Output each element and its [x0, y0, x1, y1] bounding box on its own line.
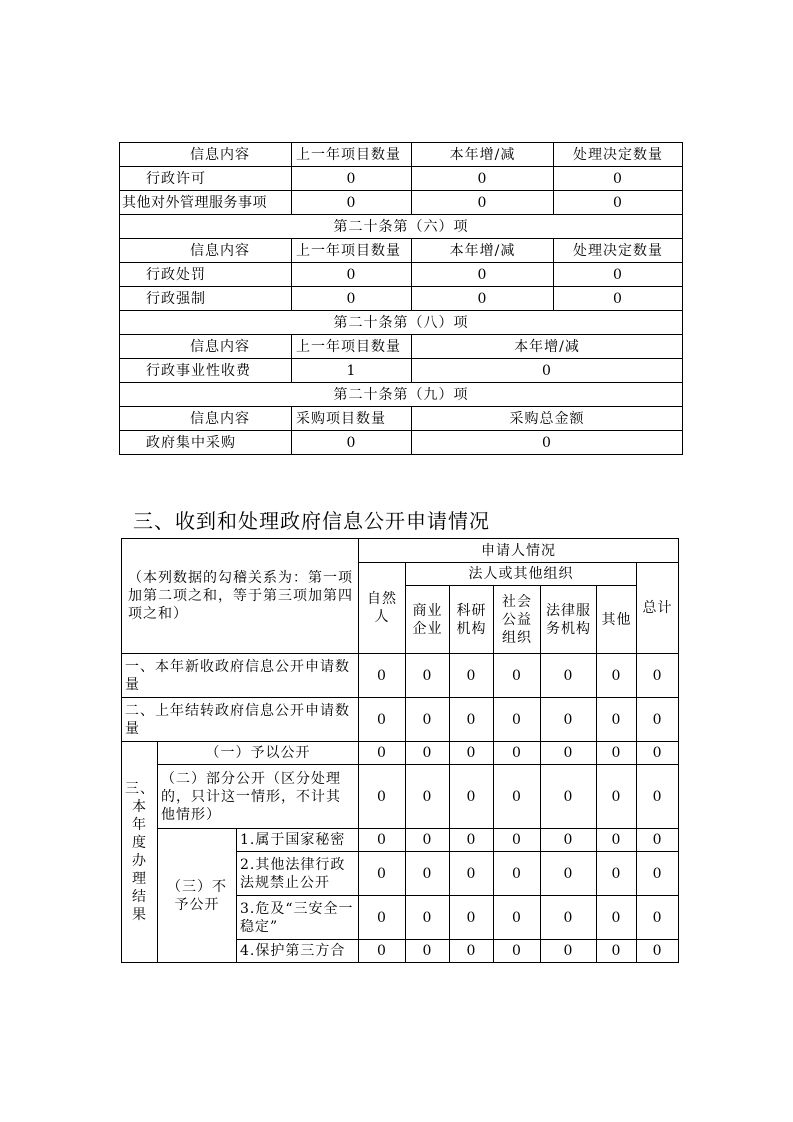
- cell-value: 0: [292, 431, 412, 455]
- cell-value: 0: [541, 852, 597, 896]
- cell-value: 0: [541, 765, 597, 829]
- cell-value: 0: [412, 167, 554, 191]
- cell-value: 0: [359, 698, 406, 742]
- header-cell: 信息内容: [120, 143, 292, 167]
- cell-value: 0: [597, 742, 637, 765]
- row-label: 4.保护第三方合: [237, 940, 359, 963]
- cell-value: 0: [541, 829, 597, 852]
- cell-value: 0: [450, 654, 494, 698]
- cell-value: 0: [554, 287, 683, 311]
- cell-value: 0: [597, 654, 637, 698]
- header-cell: 信息内容: [120, 407, 292, 431]
- cell-value: 0: [450, 852, 494, 896]
- header-cell: 上一年项目数量: [292, 335, 412, 359]
- cell-value: 0: [359, 829, 406, 852]
- table-row: [120, 287, 683, 311]
- cell-value: 0: [494, 742, 541, 765]
- cell-value: 0: [637, 698, 679, 742]
- cell-value: 0: [412, 263, 554, 287]
- row-label: 2.其他法律行政法规禁止公开: [237, 852, 359, 896]
- row-label: 其他对外管理服务事项: [120, 191, 292, 215]
- table-header-row: [120, 239, 683, 263]
- header-cell: 本年增/减: [412, 239, 554, 263]
- cell-value: 0: [450, 829, 494, 852]
- cell-value: 0: [359, 940, 406, 963]
- cell-value: 0: [494, 654, 541, 698]
- row-label: 行政强制: [120, 287, 292, 311]
- row-label: 政府集中采购: [120, 431, 292, 455]
- cell-value: 0: [406, 896, 450, 940]
- cell-value: 0: [494, 829, 541, 852]
- cell-value: 0: [554, 263, 683, 287]
- info-table-1: [119, 142, 683, 455]
- header-cell: 处理决定数量: [554, 239, 683, 263]
- cell-value: 0: [406, 940, 450, 963]
- section-row: [120, 383, 683, 407]
- header-cell: 上一年项目数量: [292, 143, 412, 167]
- cell-value: 0: [412, 431, 683, 455]
- cell-value: 0: [412, 359, 683, 383]
- cell-value: 0: [541, 940, 597, 963]
- header-cell: 信息内容: [120, 239, 292, 263]
- header-cell: 上一年项目数量: [292, 239, 412, 263]
- table-row: [122, 829, 679, 852]
- cell-value: 0: [597, 698, 637, 742]
- cell-value: 0: [637, 829, 679, 852]
- cell-value: 0: [597, 940, 637, 963]
- table-row: [120, 263, 683, 287]
- table-row: [120, 431, 683, 455]
- cell-value: 0: [637, 765, 679, 829]
- header-cell: 法律服务机构: [541, 586, 597, 654]
- cell-value: 0: [597, 829, 637, 852]
- cell-value: 1: [292, 359, 412, 383]
- cell-value: 0: [541, 654, 597, 698]
- cell-value: 0: [406, 852, 450, 896]
- table-row: [120, 167, 683, 191]
- cell-value: 0: [637, 896, 679, 940]
- cell-value: 0: [494, 698, 541, 742]
- section-heading: 第二十条第（六）项: [120, 215, 683, 239]
- cell-value: 0: [292, 263, 412, 287]
- cell-value: 0: [450, 765, 494, 829]
- application-table: [121, 538, 679, 963]
- header-cell: 社会公益组织: [494, 586, 541, 654]
- cell-value: 0: [412, 191, 554, 215]
- table-row: [120, 191, 683, 215]
- header-cell: 本年增/减: [412, 335, 683, 359]
- table-row: [122, 765, 679, 829]
- row-label: 行政处罚: [120, 263, 292, 287]
- cell-value: 0: [450, 940, 494, 963]
- cell-value: 0: [292, 167, 412, 191]
- row-label: （三）不予公开: [158, 829, 237, 963]
- cell-value: 0: [494, 896, 541, 940]
- cell-value: 0: [406, 698, 450, 742]
- cell-value: 0: [406, 765, 450, 829]
- header-cell: 自然人: [359, 563, 406, 654]
- cell-value: 0: [597, 852, 637, 896]
- cell-value: 0: [494, 765, 541, 829]
- row-group-label: 三、本年度办理结果: [122, 742, 158, 963]
- header-cell: 处理决定数量: [554, 143, 683, 167]
- cell-value: 0: [359, 654, 406, 698]
- cell-value: 0: [597, 896, 637, 940]
- table-header-row: [120, 335, 683, 359]
- header-cell: 法人或其他组织: [406, 563, 637, 586]
- cell-value: 0: [359, 765, 406, 829]
- cell-value: 0: [406, 654, 450, 698]
- cell-value: 0: [541, 742, 597, 765]
- header-cell: 总计: [637, 563, 679, 654]
- section-title: 三、收到和处理政府信息公开申请情况: [133, 509, 490, 533]
- cell-value: 0: [494, 852, 541, 896]
- row-label: （一）予以公开: [158, 742, 359, 765]
- row-label: （二）部分公开（区分处理的，只计这一情形，不计其他情形）: [158, 765, 359, 829]
- table-row: [122, 742, 679, 765]
- cell-value: 0: [359, 896, 406, 940]
- cell-value: 0: [541, 698, 597, 742]
- cell-value: 0: [359, 852, 406, 896]
- header-cell: 科研机构: [450, 586, 494, 654]
- cell-value: 0: [637, 940, 679, 963]
- cell-value: 0: [597, 765, 637, 829]
- row-label: 3.危及“三安全一稳定”: [237, 896, 359, 940]
- cell-value: 0: [359, 742, 406, 765]
- table-row: [122, 654, 679, 698]
- row-label: 行政事业性收费: [120, 359, 292, 383]
- table-row: [122, 698, 679, 742]
- section-row: [120, 215, 683, 239]
- cell-value: 0: [450, 896, 494, 940]
- table-header-row: [122, 539, 679, 563]
- cell-value: 0: [637, 654, 679, 698]
- header-cell: 其他: [597, 586, 637, 654]
- header-cell: 采购总金额: [412, 407, 683, 431]
- cell-value: 0: [412, 287, 554, 311]
- header-cell: 申请人情况: [359, 539, 679, 563]
- section-heading: 第二十条第（九）项: [120, 383, 683, 407]
- cell-value: 0: [637, 742, 679, 765]
- table-header-row: [120, 407, 683, 431]
- header-cell: 商业企业: [406, 586, 450, 654]
- row-label: 1.属于国家秘密: [237, 829, 359, 852]
- row-label: 一、本年新收政府信息公开申请数量: [122, 654, 359, 698]
- cell-value: 0: [494, 940, 541, 963]
- row-label: 行政许可: [120, 167, 292, 191]
- cell-value: 0: [450, 742, 494, 765]
- header-cell: 采购项目数量: [292, 407, 412, 431]
- header-cell: 本年增/减: [412, 143, 554, 167]
- table-row: [120, 359, 683, 383]
- cell-value: 0: [406, 742, 450, 765]
- cell-value: 0: [554, 191, 683, 215]
- cell-value: 0: [541, 896, 597, 940]
- cell-value: 0: [292, 287, 412, 311]
- note-cell: （本列数据的勾稽关系为：第一项加第二项之和，等于第三项加第四项之和）: [122, 539, 359, 654]
- cell-value: 0: [450, 698, 494, 742]
- header-cell: 信息内容: [120, 335, 292, 359]
- table-header-row: [120, 143, 683, 167]
- section-heading: 第二十条第（八）项: [120, 311, 683, 335]
- cell-value: 0: [292, 191, 412, 215]
- cell-value: 0: [406, 829, 450, 852]
- cell-value: 0: [637, 852, 679, 896]
- row-label: 二、上年结转政府信息公开申请数量: [122, 698, 359, 742]
- cell-value: 0: [554, 167, 683, 191]
- section-row: [120, 311, 683, 335]
